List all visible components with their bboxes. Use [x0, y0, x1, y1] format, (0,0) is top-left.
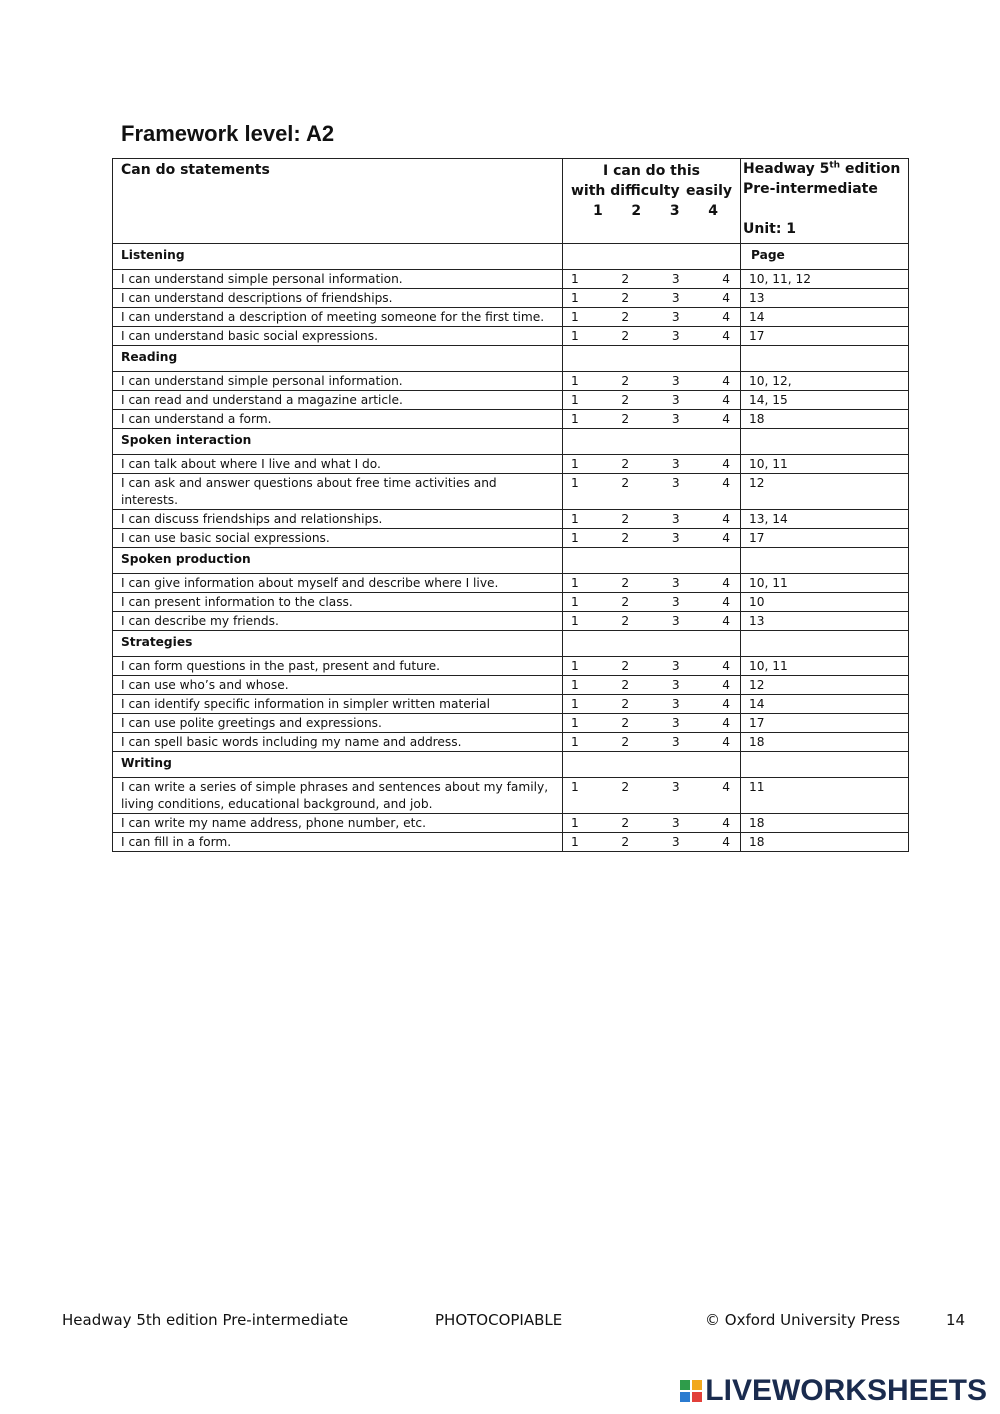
- header-can-do-statements: Can do statements: [113, 159, 563, 244]
- footer-page-number: 14: [946, 1311, 966, 1329]
- rating-option-4[interactable]: 4: [722, 512, 730, 526]
- rating-option-2[interactable]: 2: [621, 291, 630, 305]
- rating-option-3[interactable]: 3: [671, 835, 680, 849]
- rating-option-4[interactable]: 4: [722, 659, 730, 673]
- rating-options: [571, 271, 732, 288]
- page-title: Framework level: A2: [121, 121, 335, 146]
- table-row: [113, 529, 909, 548]
- page-footer: [62, 1311, 968, 1331]
- rating-option-4[interactable]: 4: [722, 329, 730, 343]
- table-row: [113, 474, 909, 510]
- rating-cell: [563, 474, 741, 510]
- page-reference: 18: [741, 814, 909, 833]
- rating-option-2[interactable]: 2: [621, 716, 630, 730]
- rating-option-4[interactable]: 4: [722, 614, 730, 628]
- table-row: [113, 814, 909, 833]
- section-rating-cell: [563, 346, 741, 372]
- rating-option-3[interactable]: 3: [671, 697, 680, 711]
- rating-option-1[interactable]: 1: [571, 374, 579, 388]
- page-reference: 10, 11, 12: [741, 270, 909, 289]
- table-row: [113, 391, 909, 410]
- can-do-statement: I can give information about myself and describe where I live.: [113, 574, 563, 593]
- rating-option-4[interactable]: 4: [722, 780, 730, 794]
- page-reference: 14, 15: [741, 391, 909, 410]
- rating-cell: [563, 778, 741, 814]
- section-row: [113, 244, 909, 270]
- rating-option-4[interactable]: 4: [722, 272, 730, 286]
- page-reference: 10, 11: [741, 657, 909, 676]
- can-do-statement: I can ask and answer questions about free time activities and interests.: [113, 474, 563, 510]
- rating-option-2[interactable]: 2: [621, 512, 630, 526]
- page-reference: 18: [741, 733, 909, 752]
- rating-option-2[interactable]: 2: [621, 697, 630, 711]
- can-do-statement: I can use polite greetings and expressions.: [113, 714, 563, 733]
- page-reference: 12: [741, 676, 909, 695]
- section-heading: Spoken interaction: [113, 429, 563, 455]
- page-reference: 14: [741, 308, 909, 327]
- section-rating-cell: [563, 631, 741, 657]
- can-do-statement: I can write a series of simple phrases and sentences about my family, living conditions, educational background, and job.: [113, 778, 563, 814]
- rating-option-1[interactable]: 1: [571, 697, 579, 711]
- rating-options: [571, 677, 732, 694]
- rating-options: [571, 373, 732, 390]
- page-reference: 10, 11: [741, 455, 909, 474]
- rating-cell: [563, 733, 741, 752]
- header-i-can-do-this: I can do this: [603, 163, 700, 179]
- rating-option-2[interactable]: 2: [621, 780, 630, 794]
- rating-option-1[interactable]: 1: [571, 576, 579, 590]
- rating-cell: [563, 574, 741, 593]
- rating-cell: [563, 593, 741, 612]
- table-row: [113, 676, 909, 695]
- rating-cell: [563, 510, 741, 529]
- page-reference: 11: [741, 778, 909, 814]
- rating-cell: [563, 289, 741, 308]
- rating-option-1[interactable]: 1: [571, 329, 579, 343]
- rating-options: [571, 411, 732, 428]
- rating-option-1[interactable]: 1: [571, 531, 579, 545]
- rating-option-2[interactable]: 2: [621, 531, 630, 545]
- rating-option-3[interactable]: 3: [671, 716, 680, 730]
- rating-option-3[interactable]: 3: [671, 614, 680, 628]
- rating-option-2[interactable]: 2: [621, 310, 630, 324]
- rating-option-4[interactable]: 4: [722, 735, 730, 749]
- rating-options: [571, 815, 732, 832]
- page-reference: 10, 12,: [741, 372, 909, 391]
- table-row: [113, 593, 909, 612]
- rating-option-3[interactable]: 3: [671, 272, 680, 286]
- section-row: [113, 752, 909, 778]
- rating-option-1[interactable]: 1: [571, 291, 579, 305]
- table-row: [113, 833, 909, 852]
- page-reference: 18: [741, 833, 909, 852]
- can-do-statement: I can spell basic words including my name and address.: [113, 733, 563, 752]
- can-do-statement: I can understand a form.: [113, 410, 563, 429]
- rating-option-1[interactable]: 1: [571, 393, 579, 407]
- rating-option-1[interactable]: 1: [571, 735, 579, 749]
- can-do-statement: I can form questions in the past, present and future.: [113, 657, 563, 676]
- rating-option-3[interactable]: 3: [671, 595, 680, 609]
- header-with-difficulty: with difficulty: [571, 183, 680, 199]
- table-row: [113, 574, 909, 593]
- section-page-cell: Page: [741, 244, 909, 270]
- section-page-cell: [741, 752, 909, 778]
- rating-options: [571, 456, 732, 473]
- rating-options: [571, 392, 732, 409]
- liveworksheets-mark-icon: [680, 1380, 702, 1402]
- rating-option-1[interactable]: 1: [571, 659, 579, 673]
- can-do-statement: I can present information to the class.: [113, 593, 563, 612]
- rating-option-4[interactable]: 4: [722, 595, 730, 609]
- can-do-statement: I can talk about where I live and what I do.: [113, 455, 563, 474]
- can-do-statement: I can understand basic social expressions.: [113, 327, 563, 346]
- rating-option-2[interactable]: 2: [621, 412, 630, 426]
- rating-option-4[interactable]: 4: [722, 393, 730, 407]
- rating-option-1[interactable]: 1: [571, 716, 579, 730]
- rating-option-2[interactable]: 2: [621, 735, 630, 749]
- page-reference: 13: [741, 289, 909, 308]
- section-row: [113, 631, 909, 657]
- can-do-statement: I can write my name address, phone number, etc.: [113, 814, 563, 833]
- rating-options: [571, 715, 732, 732]
- rating-options: [571, 575, 732, 592]
- can-do-table-body: [113, 159, 909, 852]
- can-do-statement: I can fill in a form.: [113, 833, 563, 852]
- rating-option-4[interactable]: 4: [722, 835, 730, 849]
- rating-cell: [563, 612, 741, 631]
- rating-option-2[interactable]: 2: [621, 374, 630, 388]
- header-rating-scale: [563, 159, 741, 244]
- rating-cell: [563, 529, 741, 548]
- rating-options: [571, 779, 732, 796]
- section-rating-cell: [563, 548, 741, 574]
- section-row: [113, 429, 909, 455]
- rating-option-1[interactable]: 1: [571, 457, 579, 471]
- header-book-edition: edition: [840, 161, 901, 177]
- rating-option-1[interactable]: 1: [571, 816, 579, 830]
- rating-cell: [563, 410, 741, 429]
- header-scale-2: 2: [631, 203, 642, 219]
- page-reference: 10, 11: [741, 574, 909, 593]
- rating-option-4[interactable]: 4: [722, 476, 730, 490]
- table-row: [113, 778, 909, 814]
- rating-option-1[interactable]: 1: [571, 512, 579, 526]
- header-scale-numbers: [571, 201, 732, 221]
- header-book-name: Headway 5: [743, 161, 830, 177]
- table-row: [113, 289, 909, 308]
- rating-options: [571, 511, 732, 528]
- rating-option-1[interactable]: 1: [571, 614, 579, 628]
- section-page-cell: [741, 429, 909, 455]
- rating-option-2[interactable]: 2: [621, 835, 630, 849]
- rating-option-3[interactable]: 3: [671, 816, 680, 830]
- rating-options: [571, 290, 732, 307]
- rating-option-4[interactable]: 4: [722, 310, 730, 324]
- rating-option-4[interactable]: 4: [722, 457, 730, 471]
- rating-option-3[interactable]: 3: [671, 310, 680, 324]
- table-header-row: [113, 159, 909, 244]
- page-reference: 13: [741, 612, 909, 631]
- rating-option-4[interactable]: 4: [722, 412, 730, 426]
- section-heading: Strategies: [113, 631, 563, 657]
- rating-option-2[interactable]: 2: [621, 393, 630, 407]
- rating-cell: [563, 714, 741, 733]
- rating-option-1[interactable]: 1: [571, 272, 579, 286]
- rating-options: [571, 834, 732, 851]
- logo-square-i: [692, 1380, 702, 1390]
- rating-option-2[interactable]: 2: [621, 272, 630, 286]
- rating-option-1[interactable]: 1: [571, 310, 579, 324]
- table-row: [113, 372, 909, 391]
- rating-option-3[interactable]: 3: [671, 576, 680, 590]
- rating-option-3[interactable]: 3: [671, 457, 680, 471]
- section-heading: Listening: [113, 244, 563, 270]
- rating-cell: [563, 833, 741, 852]
- rating-cell: [563, 372, 741, 391]
- table-row: [113, 410, 909, 429]
- rating-option-2[interactable]: 2: [621, 614, 630, 628]
- can-do-statement: I can discuss friendships and relationships.: [113, 510, 563, 529]
- rating-cell: [563, 676, 741, 695]
- footer-book: Headway 5th edition Pre-intermediate: [62, 1311, 349, 1329]
- logo-square-e: [692, 1392, 702, 1402]
- can-do-statement: I can describe my friends.: [113, 612, 563, 631]
- header-scale-4: 4: [708, 203, 718, 219]
- rating-cell: [563, 391, 741, 410]
- section-rating-cell: [563, 752, 741, 778]
- section-page-cell: [741, 346, 909, 372]
- rating-option-3[interactable]: 3: [671, 531, 680, 545]
- rating-option-4[interactable]: 4: [722, 716, 730, 730]
- can-do-statement: I can understand a description of meeting someone for the first time.: [113, 308, 563, 327]
- can-do-statement: I can identify specific information in simpler written material: [113, 695, 563, 714]
- rating-option-4[interactable]: 4: [722, 374, 730, 388]
- logo-square-v: [680, 1392, 690, 1402]
- rating-options: [571, 530, 732, 547]
- section-row: [113, 548, 909, 574]
- rating-options: [571, 594, 732, 611]
- header-book-title: [743, 159, 906, 179]
- table-row: [113, 714, 909, 733]
- page-reference: 14: [741, 695, 909, 714]
- table-row: [113, 455, 909, 474]
- can-do-statement: I can understand descriptions of friendships.: [113, 289, 563, 308]
- rating-option-4[interactable]: 4: [722, 697, 730, 711]
- rating-options: [571, 309, 732, 326]
- section-rating-cell: [563, 429, 741, 455]
- can-do-statement: I can understand simple personal information.: [113, 270, 563, 289]
- section-row: [113, 346, 909, 372]
- header-scale-3: 3: [669, 203, 680, 219]
- rating-cell: [563, 657, 741, 676]
- section-rating-cell: [563, 244, 741, 270]
- rating-option-2[interactable]: 2: [621, 476, 630, 490]
- page-reference: 18: [741, 410, 909, 429]
- table-row: [113, 308, 909, 327]
- section-page-cell: [741, 631, 909, 657]
- header-book-level: Pre-intermediate: [743, 181, 878, 197]
- rating-options: [571, 613, 732, 630]
- can-do-table: [112, 158, 909, 852]
- rating-option-2[interactable]: 2: [621, 595, 630, 609]
- rating-options: [571, 328, 732, 345]
- rating-option-3[interactable]: 3: [671, 329, 680, 343]
- table-row: [113, 733, 909, 752]
- page-reference: 13, 14: [741, 510, 909, 529]
- table-row: [113, 612, 909, 631]
- rating-options: [571, 658, 732, 675]
- rating-option-3[interactable]: 3: [671, 291, 680, 305]
- table-row: [113, 270, 909, 289]
- rating-option-3[interactable]: 3: [671, 678, 680, 692]
- rating-options: [571, 475, 732, 492]
- rating-option-4[interactable]: 4: [722, 678, 730, 692]
- rating-option-2[interactable]: 2: [621, 457, 630, 471]
- page-reference: 17: [741, 529, 909, 548]
- section-heading: Writing: [113, 752, 563, 778]
- rating-cell: [563, 814, 741, 833]
- rating-option-2[interactable]: 2: [621, 576, 630, 590]
- page-reference: 17: [741, 327, 909, 346]
- rating-option-3[interactable]: 3: [671, 780, 680, 794]
- rating-option-1[interactable]: 1: [571, 595, 579, 609]
- rating-option-3[interactable]: 3: [671, 735, 680, 749]
- page-reference: 17: [741, 714, 909, 733]
- rating-option-1[interactable]: 1: [571, 476, 579, 490]
- rating-option-3[interactable]: 3: [671, 476, 680, 490]
- logo-square-l: [680, 1380, 690, 1390]
- header-unit: Unit: 1: [743, 221, 797, 237]
- rating-option-1[interactable]: 1: [571, 780, 579, 794]
- rating-option-2[interactable]: 2: [621, 816, 630, 830]
- rating-cell: [563, 308, 741, 327]
- rating-options: [571, 696, 732, 713]
- rating-option-3[interactable]: 3: [671, 659, 680, 673]
- rating-option-1[interactable]: 1: [571, 835, 579, 849]
- table-row: [113, 657, 909, 676]
- table-row: [113, 510, 909, 529]
- can-do-statement: I can read and understand a magazine article.: [113, 391, 563, 410]
- rating-option-1[interactable]: 1: [571, 412, 579, 426]
- rating-option-3[interactable]: 3: [671, 374, 680, 388]
- table-row: [113, 327, 909, 346]
- table-row: [113, 695, 909, 714]
- rating-cell: [563, 270, 741, 289]
- footer-photocopiable: PHOTOCOPIABLE: [435, 1311, 563, 1329]
- footer-publisher: © Oxford University Press: [705, 1311, 901, 1329]
- rating-options: [571, 734, 732, 751]
- rating-option-4[interactable]: 4: [722, 576, 730, 590]
- rating-option-3[interactable]: 3: [671, 412, 680, 426]
- header-book-info: [741, 159, 909, 244]
- rating-option-4[interactable]: 4: [722, 816, 730, 830]
- rating-option-4[interactable]: 4: [722, 531, 730, 545]
- page-reference: 10: [741, 593, 909, 612]
- section-heading: Spoken production: [113, 548, 563, 574]
- can-do-statement: I can use who’s and whose.: [113, 676, 563, 695]
- section-heading: Reading: [113, 346, 563, 372]
- header-book-sup: th: [829, 160, 841, 171]
- rating-option-2[interactable]: 2: [621, 659, 630, 673]
- rating-cell: [563, 455, 741, 474]
- rating-cell: [563, 695, 741, 714]
- rating-option-3[interactable]: 3: [671, 393, 680, 407]
- rating-option-3[interactable]: 3: [671, 512, 680, 526]
- rating-option-2[interactable]: 2: [621, 329, 630, 343]
- can-do-statement: I can use basic social expressions.: [113, 529, 563, 548]
- liveworksheets-logo[interactable]: [680, 1374, 987, 1408]
- header-easily: easily: [686, 183, 732, 199]
- rating-cell: [563, 327, 741, 346]
- header-difficulty-row: [571, 181, 732, 201]
- header-scale-1: 1: [593, 203, 603, 219]
- can-do-statement: I can understand simple personal information.: [113, 372, 563, 391]
- rating-option-1[interactable]: 1: [571, 678, 579, 692]
- liveworksheets-wordmark: LIVEWORKSHEETS: [705, 1374, 987, 1407]
- section-page-cell: [741, 548, 909, 574]
- page-reference: 12: [741, 474, 909, 510]
- rating-option-2[interactable]: 2: [621, 678, 630, 692]
- rating-option-4[interactable]: 4: [722, 291, 730, 305]
